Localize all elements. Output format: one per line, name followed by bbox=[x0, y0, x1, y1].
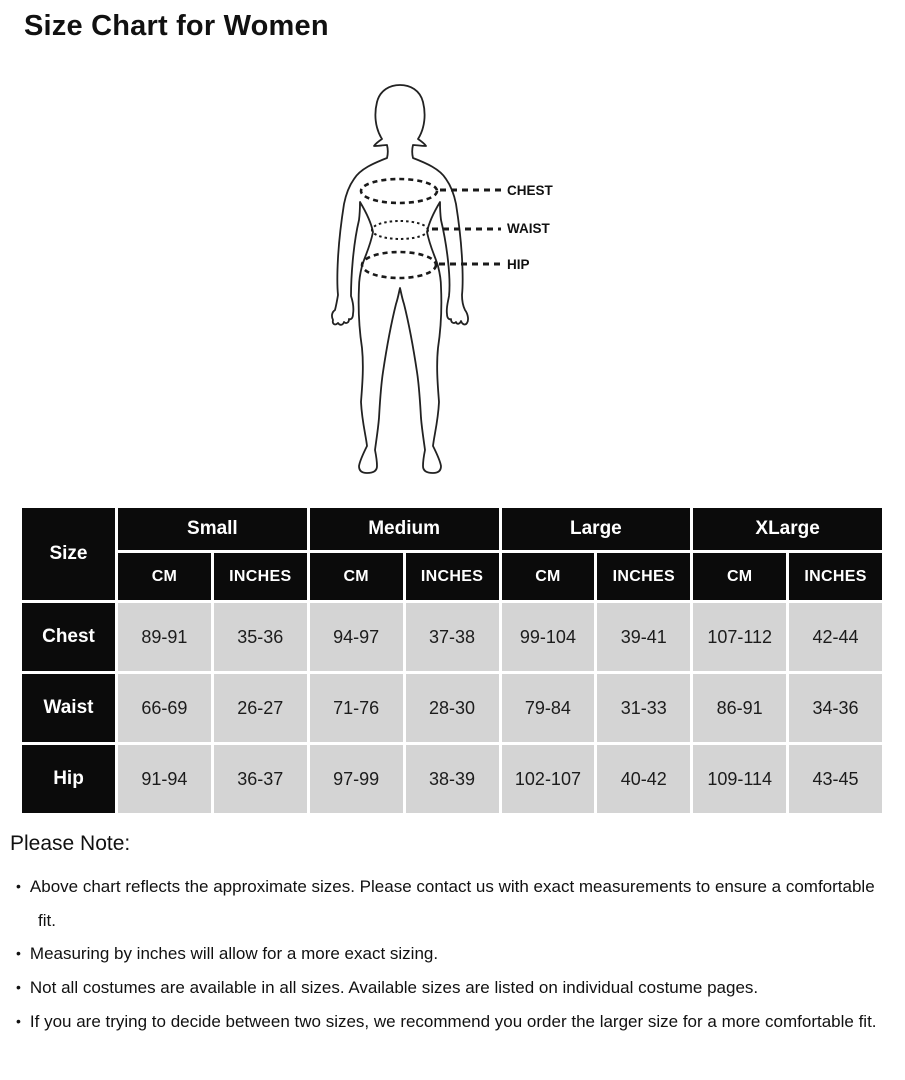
note-item: • If you are trying to decide between two sizes, we recommend you order the larger size for a more comfortable fit. bbox=[10, 1005, 884, 1039]
page-title: Size Chart for Women bbox=[24, 10, 329, 42]
note-item: • Above chart reflects the approximate sizes. Please contact us with exact measurements to ensure a comfortable fit. bbox=[10, 870, 884, 937]
measurement-diagram bbox=[330, 80, 600, 490]
table-cell: 31-33 bbox=[597, 674, 690, 742]
notes-list bbox=[10, 870, 884, 1039]
size-group-header-xlarge: XLarge bbox=[693, 508, 882, 550]
unit-header-inches: INCHES bbox=[597, 553, 690, 600]
table-cell: 107-112 bbox=[693, 603, 786, 671]
table-cell: 40-42 bbox=[597, 745, 690, 813]
row-header-hip: Hip bbox=[22, 745, 115, 813]
table-cell: 35-36 bbox=[214, 603, 307, 671]
table-cell: 86-91 bbox=[693, 674, 786, 742]
table-cell: 71-76 bbox=[310, 674, 403, 742]
table-row-chest bbox=[22, 603, 882, 671]
table-cell: 38-39 bbox=[406, 745, 499, 813]
size-group-header-small: Small bbox=[118, 508, 307, 550]
table-cell: 39-41 bbox=[597, 603, 690, 671]
table-cell: 94-97 bbox=[310, 603, 403, 671]
table-cell: 102-107 bbox=[502, 745, 595, 813]
table-cell: 28-30 bbox=[406, 674, 499, 742]
table-cell: 109-114 bbox=[693, 745, 786, 813]
table-cell: 34-36 bbox=[789, 674, 882, 742]
table-row-hip bbox=[22, 745, 882, 813]
table-cell: 37-38 bbox=[406, 603, 499, 671]
table-cell: 91-94 bbox=[118, 745, 211, 813]
unit-header-cm: CM bbox=[693, 553, 786, 600]
table-cell: 79-84 bbox=[502, 674, 595, 742]
table-row-waist bbox=[22, 674, 882, 742]
size-corner-header: Size bbox=[22, 508, 115, 600]
note-item: • Measuring by inches will allow for a more exact sizing. bbox=[10, 937, 884, 971]
chest-label: CHEST bbox=[507, 183, 553, 198]
table-cell: 89-91 bbox=[118, 603, 211, 671]
size-chart-table bbox=[19, 505, 885, 816]
size-group-header-medium: Medium bbox=[310, 508, 499, 550]
row-header-chest: Chest bbox=[22, 603, 115, 671]
please-note-section bbox=[10, 832, 884, 1039]
table-cell: 43-45 bbox=[789, 745, 882, 813]
notes-heading: Please Note: bbox=[10, 832, 131, 855]
hip-label: HIP bbox=[507, 257, 530, 272]
table-cell: 42-44 bbox=[789, 603, 882, 671]
unit-header-cm: CM bbox=[118, 553, 211, 600]
table-cell: 66-69 bbox=[118, 674, 211, 742]
table-cell: 26-27 bbox=[214, 674, 307, 742]
unit-header-inches: INCHES bbox=[406, 553, 499, 600]
unit-header-row bbox=[22, 553, 882, 600]
size-group-header-row bbox=[22, 508, 882, 550]
table-cell: 97-99 bbox=[310, 745, 403, 813]
unit-header-inches: INCHES bbox=[789, 553, 882, 600]
table-cell: 36-37 bbox=[214, 745, 307, 813]
unit-header-inches: INCHES bbox=[214, 553, 307, 600]
note-item: • Not all costumes are available in all sizes. Available sizes are listed on individual costume pages. bbox=[10, 971, 884, 1005]
waist-label: WAIST bbox=[507, 221, 550, 236]
row-header-waist: Waist bbox=[22, 674, 115, 742]
size-group-header-large: Large bbox=[502, 508, 691, 550]
unit-header-cm: CM bbox=[502, 553, 595, 600]
table-cell: 99-104 bbox=[502, 603, 595, 671]
unit-header-cm: CM bbox=[310, 553, 403, 600]
